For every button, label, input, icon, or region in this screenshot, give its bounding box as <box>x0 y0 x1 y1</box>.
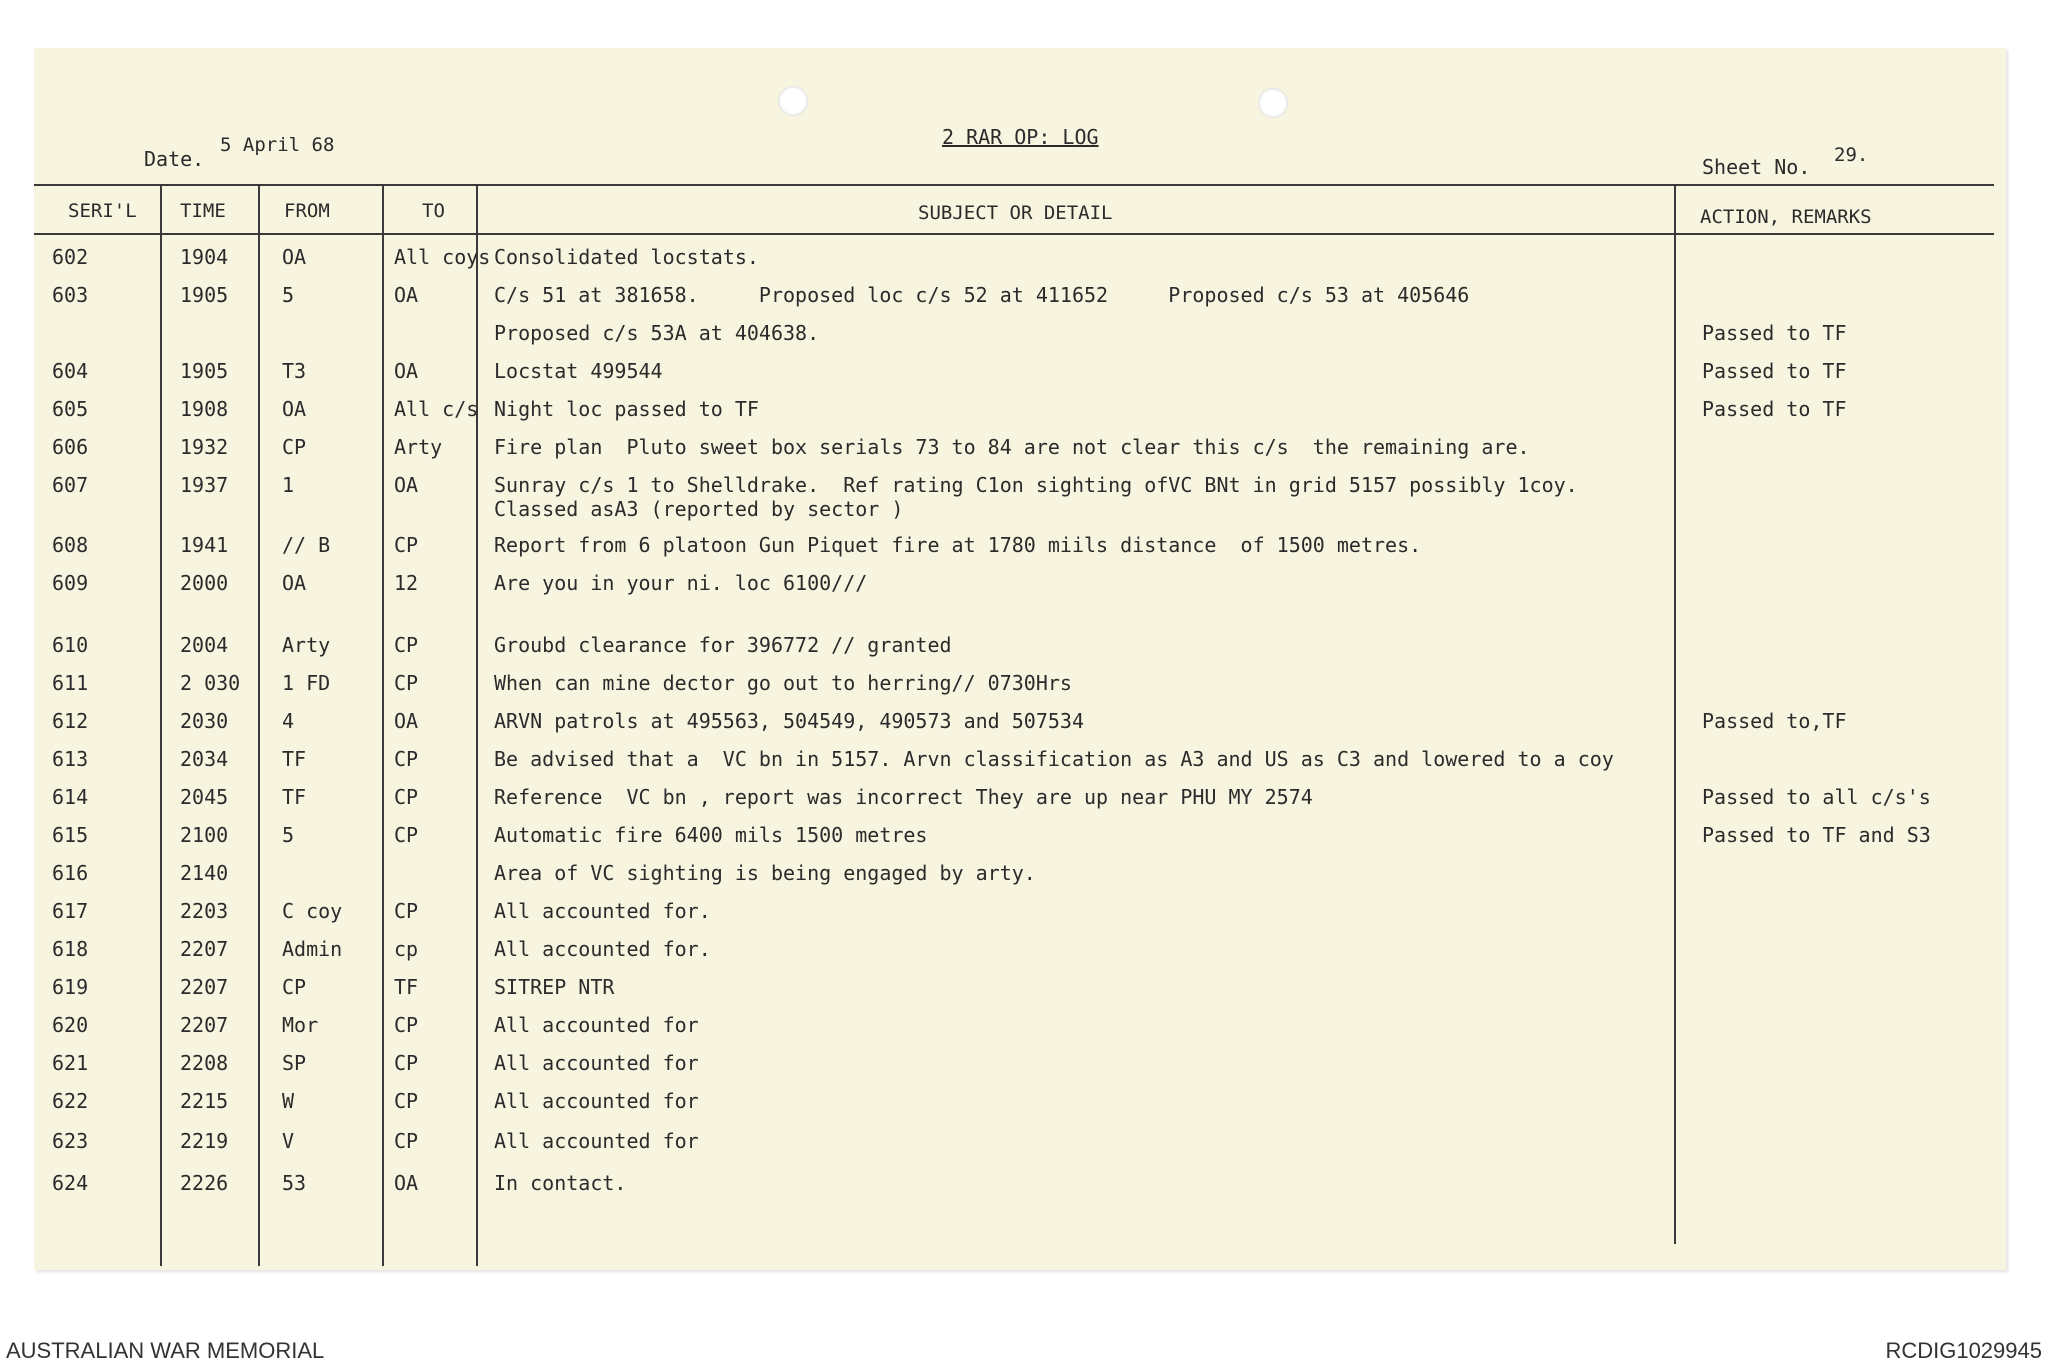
table-cell-subject: Proposed c/s 53A at 404638. <box>494 321 820 345</box>
date-label: Date. <box>144 147 205 171</box>
table-cell-subject: All accounted for <box>494 1089 699 1113</box>
table-cell-serial: 608 <box>52 533 89 557</box>
table-cell-subject: Fire plan Pluto sweet box serials 73 to 84 are not clear this c/s the remaining are. <box>494 435 1530 459</box>
table-cell-time: 2207 <box>180 975 229 999</box>
table-cell-subject: In contact. <box>494 1171 627 1195</box>
column-header-remarks: ACTION, REMARKS <box>1700 206 1872 228</box>
table-cell-subject: Classed asA3 (reported by sector ) <box>494 497 904 521</box>
table-cell-serial: 613 <box>52 747 89 771</box>
table-cell-from: 53 <box>282 1171 307 1195</box>
document-title: 2 RAR OP: LOG <box>942 125 1099 149</box>
table-cell-serial: 619 <box>52 975 89 999</box>
table-cell-from: OA <box>282 571 307 595</box>
table-cell-serial: 607 <box>52 473 89 497</box>
table-cell-from: CP <box>282 435 307 459</box>
table-cell-subject: All accounted for. <box>494 899 711 923</box>
header-bottom-rule <box>34 233 1994 235</box>
column-divider <box>258 184 260 1266</box>
table-cell-serial: 623 <box>52 1129 89 1153</box>
table-cell-from: Arty <box>282 633 331 657</box>
table-cell-to: CP <box>394 1051 419 1075</box>
table-cell-serial: 624 <box>52 1171 89 1195</box>
table-cell-serial: 602 <box>52 245 89 269</box>
table-cell-subject: Consolidated locstats. <box>494 245 759 269</box>
column-header-subject: SUBJECT OR DETAIL <box>918 202 1113 224</box>
table-cell-from: Mor <box>282 1013 319 1037</box>
table-cell-serial: 612 <box>52 709 89 733</box>
column-header-time: TIME <box>180 200 226 222</box>
table-cell-to: CP <box>394 1129 419 1153</box>
table-cell-from: // B <box>282 533 331 557</box>
table-cell-time: 2000 <box>180 571 229 595</box>
table-cell-to: All c/s <box>394 397 479 421</box>
column-divider <box>1674 184 1676 1244</box>
table-cell-time: 1932 <box>180 435 229 459</box>
table-cell-to: OA <box>394 283 419 307</box>
table-cell-to: CP <box>394 633 419 657</box>
table-cell-subject: Reference VC bn , report was incorrect They are up near PHU MY 2574 <box>494 785 1313 809</box>
table-cell-time: 2004 <box>180 633 229 657</box>
table-cell-subject: Are you in your ni. loc 6100/// <box>494 571 868 595</box>
table-cell-to: OA <box>394 473 419 497</box>
table-cell-time: 2045 <box>180 785 229 809</box>
table-cell-subject: Be advised that a VC bn in 5157. Arvn classification as A3 and US as C3 and lowered to a coy <box>494 747 1614 771</box>
table-cell-remarks: Passed to,TF <box>1702 709 1847 733</box>
table-cell-time: 2100 <box>180 823 229 847</box>
table-cell-serial: 605 <box>52 397 89 421</box>
table-cell-time: 2034 <box>180 747 229 771</box>
table-cell-from: W <box>282 1089 295 1113</box>
table-cell-time: 1905 <box>180 283 229 307</box>
table-cell-from: 5 <box>282 283 295 307</box>
table-cell-serial: 622 <box>52 1089 89 1113</box>
sheet-number: 29. <box>1834 144 1869 166</box>
table-cell-serial: 617 <box>52 899 89 923</box>
table-cell-serial: 621 <box>52 1051 89 1075</box>
table-cell-serial: 609 <box>52 571 89 595</box>
table-cell-to: CP <box>394 785 419 809</box>
table-cell-to: CP <box>394 1013 419 1037</box>
table-cell-serial: 614 <box>52 785 89 809</box>
table-cell-subject: C/s 51 at 381658. Proposed loc c/s 52 at 411652 Proposed c/s 53 at 405646 <box>494 283 1470 307</box>
table-cell-serial: 603 <box>52 283 89 307</box>
table-cell-subject: When can mine dector go out to herring// 0730Hrs <box>494 671 1072 695</box>
table-cell-serial: 615 <box>52 823 89 847</box>
table-cell-time: 2207 <box>180 1013 229 1037</box>
table-cell-serial: 618 <box>52 937 89 961</box>
table-cell-from: Admin <box>282 937 343 961</box>
table-cell-from: V <box>282 1129 295 1153</box>
table-cell-time: 2208 <box>180 1051 229 1075</box>
table-cell-to: All coys <box>394 245 491 269</box>
table-cell-subject: SITREP NTR <box>494 975 615 999</box>
table-cell-to: cp <box>394 937 419 961</box>
punch-hole <box>778 86 808 116</box>
table-cell-to: OA <box>394 709 419 733</box>
table-cell-from: 4 <box>282 709 295 733</box>
log-sheet <box>34 48 2006 1270</box>
table-cell-from: CP <box>282 975 307 999</box>
table-cell-serial: 620 <box>52 1013 89 1037</box>
table-cell-time: 1905 <box>180 359 229 383</box>
table-cell-subject: All accounted for. <box>494 937 711 961</box>
table-cell-from: T3 <box>282 359 307 383</box>
date-value: 5 April 68 <box>220 134 335 156</box>
table-cell-subject: Sunray c/s 1 to Shelldrake. Ref rating C1on sighting ofVC BNt in grid 5157 possibly 1coy. <box>494 473 1578 497</box>
table-cell-subject: All accounted for <box>494 1051 699 1075</box>
table-cell-to: OA <box>394 359 419 383</box>
table-cell-from: 5 <box>282 823 295 847</box>
table-cell-to: 12 <box>394 571 419 595</box>
table-cell-time: 1904 <box>180 245 229 269</box>
table-cell-from: OA <box>282 245 307 269</box>
table-cell-subject: Night loc passed to TF <box>494 397 759 421</box>
punch-hole <box>1258 88 1288 118</box>
footer-archive-name: AUSTRALIAN WAR MEMORIAL <box>6 1338 325 1363</box>
table-cell-from: SP <box>282 1051 307 1075</box>
table-cell-from: OA <box>282 397 307 421</box>
table-cell-serial: 611 <box>52 671 89 695</box>
table-cell-serial: 610 <box>52 633 89 657</box>
table-cell-time: 2215 <box>180 1089 229 1113</box>
table-cell-time: 2203 <box>180 899 229 923</box>
table-cell-to: CP <box>394 823 419 847</box>
table-cell-from: 1 <box>282 473 295 497</box>
table-cell-remarks: Passed to TF <box>1702 397 1847 421</box>
table-cell-serial: 604 <box>52 359 89 383</box>
table-cell-subject: Groubd clearance for 396772 // granted <box>494 633 952 657</box>
table-cell-subject: All accounted for <box>494 1129 699 1153</box>
column-header-from: FROM <box>284 200 330 222</box>
table-cell-to: CP <box>394 1089 419 1113</box>
table-cell-from: TF <box>282 747 307 771</box>
footer-record-id: RCDIG1029945 <box>1885 1338 2042 1363</box>
table-cell-subject: Report from 6 platoon Gun Piquet fire at 1780 miils distance of 1500 metres. <box>494 533 1422 557</box>
table-cell-from: 1 FD <box>282 671 331 695</box>
table-cell-serial: 606 <box>52 435 89 459</box>
table-cell-from: C coy <box>282 899 343 923</box>
table-cell-subject: All accounted for <box>494 1013 699 1037</box>
table-cell-to: CP <box>394 747 419 771</box>
table-cell-time: 2030 <box>180 709 229 733</box>
column-header-to: TO <box>422 200 445 222</box>
table-cell-time: 1937 <box>180 473 229 497</box>
table-cell-serial: 616 <box>52 861 89 885</box>
column-divider <box>382 184 384 1266</box>
sheet-label: Sheet No. <box>1702 155 1811 179</box>
table-cell-to: CP <box>394 899 419 923</box>
table-cell-remarks: Passed to TF <box>1702 359 1847 383</box>
table-cell-time: 2226 <box>180 1171 229 1195</box>
table-cell-subject: Locstat 499544 <box>494 359 663 383</box>
table-cell-time: 2207 <box>180 937 229 961</box>
column-divider <box>476 184 478 1266</box>
table-cell-to: Arty <box>394 435 443 459</box>
column-divider <box>160 184 162 1266</box>
table-cell-subject: ARVN patrols at 495563, 504549, 490573 and 507534 <box>494 709 1085 733</box>
table-cell-time: 1941 <box>180 533 229 557</box>
table-cell-subject: Area of VC sighting is being engaged by arty. <box>494 861 1036 885</box>
table-cell-time: 2219 <box>180 1129 229 1153</box>
table-cell-time: 2140 <box>180 861 229 885</box>
table-cell-subject: Automatic fire 6400 mils 1500 metres <box>494 823 928 847</box>
table-cell-to: CP <box>394 671 419 695</box>
table-cell-remarks: Passed to TF and S3 <box>1702 823 1931 847</box>
table-cell-to: TF <box>394 975 419 999</box>
table-cell-time: 1908 <box>180 397 229 421</box>
table-cell-time: 2 030 <box>180 671 241 695</box>
table-cell-remarks: Passed to all c/s's <box>1702 785 1931 809</box>
table-cell-remarks: Passed to TF <box>1702 321 1847 345</box>
table-cell-from: TF <box>282 785 307 809</box>
table-cell-to: OA <box>394 1171 419 1195</box>
column-header-serial: SERI'L <box>68 200 137 222</box>
table-cell-to: CP <box>394 533 419 557</box>
header-top-rule <box>34 184 1994 186</box>
